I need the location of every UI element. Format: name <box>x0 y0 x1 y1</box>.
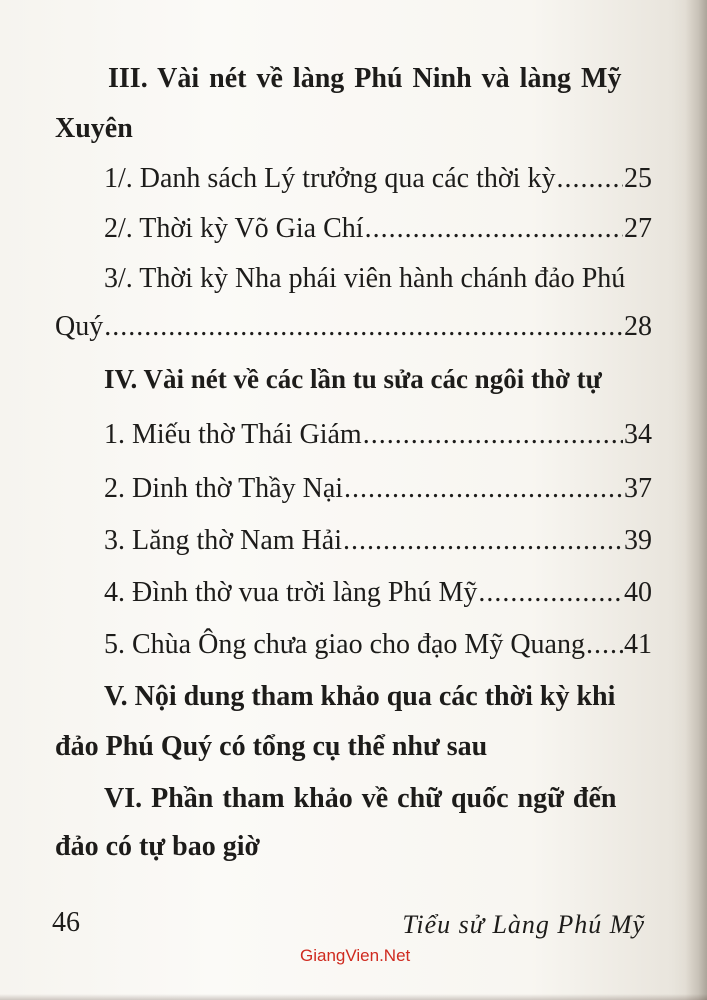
section-vi-title-line2: đảo có tự bao giờ <box>55 831 260 862</box>
toc-entry <box>104 628 652 662</box>
toc-leader-dots <box>343 524 623 558</box>
toc-entry <box>55 310 652 344</box>
toc-entry-text: 5. Chùa Ông chưa giao cho đạo Mỹ Quang <box>104 629 585 660</box>
section-iv-title: IV. Vài nét về các lần tu sửa các ngôi thờ tự <box>104 364 602 394</box>
toc-entry-text: 1. Miếu thờ Thái Giám <box>104 419 362 450</box>
toc-entry <box>104 524 652 558</box>
toc-leader-dots <box>556 162 623 196</box>
toc-entry-page: 27 <box>624 213 652 244</box>
toc-entry-text-line1: 3/. Thời kỳ Nha phái viên hành chánh đảo Phú <box>104 263 626 294</box>
toc-entry <box>104 418 652 452</box>
section-iii-title-line2: Xuyên <box>55 113 133 144</box>
toc-entry-page: 40 <box>624 577 652 608</box>
toc-leader-dots <box>363 418 623 452</box>
toc-leader-dots <box>586 628 623 662</box>
running-book-title: Tiểu sử Làng Phú Mỹ <box>402 910 645 939</box>
toc-entry-page: 37 <box>624 473 652 504</box>
section-v-title-line1: V. Nội dung tham khảo qua các thời kỳ khi <box>104 681 616 712</box>
section-vi-title-line1: VI. Phần tham khảo về chữ quốc ngữ đến <box>104 783 617 814</box>
toc-entry-text: Quý <box>55 311 104 342</box>
page-number: 46 <box>52 907 80 938</box>
toc-entry-text: 4. Đình thờ vua trời làng Phú Mỹ <box>104 577 478 608</box>
section-iii-title-line1: III. Vài nét về làng Phú Ninh và làng Mỹ <box>108 63 622 94</box>
toc-entry-text: 3. Lăng thờ Nam Hải <box>104 525 342 556</box>
toc-entry-text: 2. Dinh thờ Thầy Nại <box>104 473 344 504</box>
toc-entry-text: 2/. Thời kỳ Võ Gia Chí <box>104 213 364 244</box>
page-edge-shadow <box>685 0 707 1000</box>
toc-entry <box>104 472 652 506</box>
section-v-title-line2: đảo Phú Quý có tổng cụ thể như sau <box>55 731 488 762</box>
toc-entry <box>104 162 652 196</box>
toc-entry <box>104 212 652 246</box>
toc-entry-page: 28 <box>624 311 652 342</box>
toc-leader-dots <box>478 576 623 610</box>
page-bottom-edge <box>0 994 707 1000</box>
toc-entry-page: 41 <box>624 629 652 660</box>
toc-leader-dots <box>344 472 623 506</box>
toc-entry-page: 25 <box>624 163 652 194</box>
toc-entry-page: 34 <box>624 419 652 450</box>
toc-leader-dots <box>104 310 623 344</box>
watermark-text: GiangVien.Net <box>300 946 411 965</box>
toc-entry <box>104 576 652 610</box>
toc-leader-dots <box>365 212 623 246</box>
toc-entry-text: 1/. Danh sách Lý trưởng qua các thời kỳ <box>104 163 556 194</box>
toc-entry-page: 39 <box>624 525 652 556</box>
